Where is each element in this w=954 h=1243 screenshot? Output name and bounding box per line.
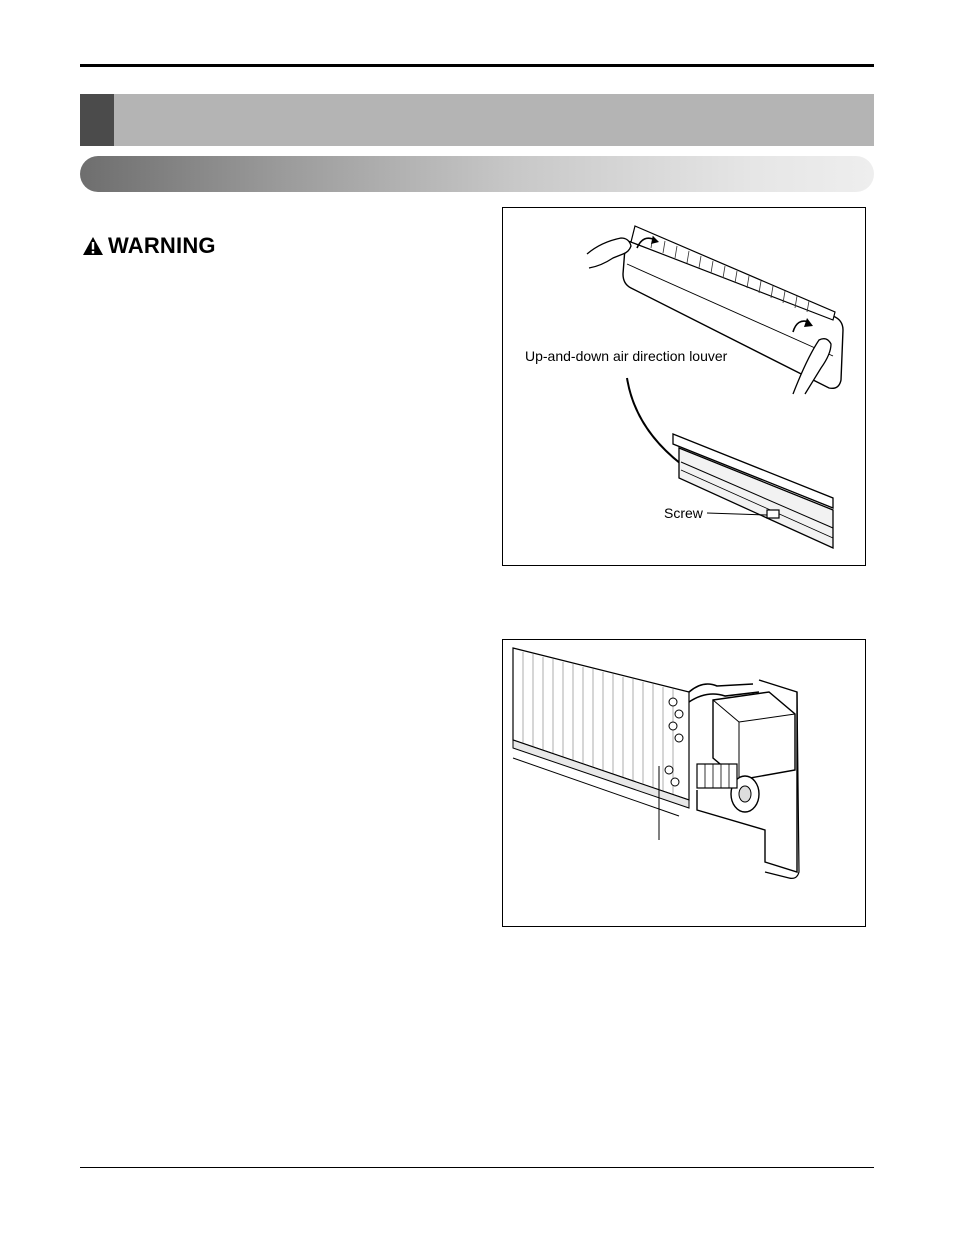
internal-components-illustration <box>503 640 865 926</box>
section-header-tab <box>80 94 114 146</box>
section-header-bar <box>80 94 874 146</box>
figure-louver-removal <box>502 207 866 566</box>
warning-triangle-icon <box>82 236 104 256</box>
warning-label: WARNING <box>108 233 216 258</box>
warning-heading <box>82 232 216 260</box>
screw-callout-label: Screw <box>664 505 703 521</box>
top-rule <box>80 64 874 67</box>
louver-callout-label: Up-and-down air direction louver <box>525 348 728 364</box>
figure-internal-components <box>502 639 866 927</box>
bottom-rule <box>80 1167 874 1168</box>
subsection-header-bar <box>80 156 874 192</box>
